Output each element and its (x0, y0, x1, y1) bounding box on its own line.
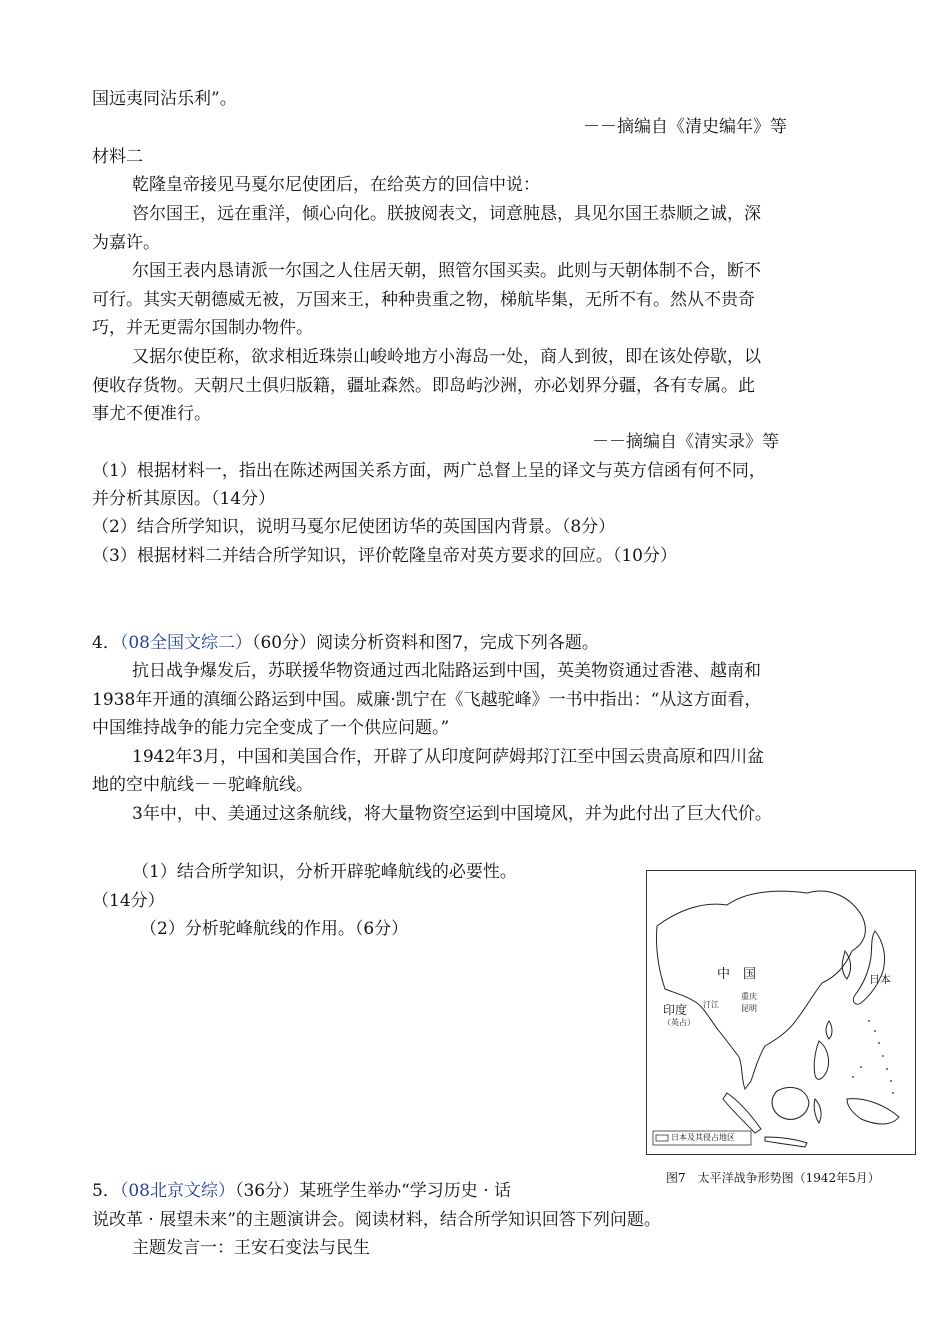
q3-sub1b: 并分析其原因。（14分） (92, 489, 276, 509)
q5-header (92, 1180, 511, 1202)
material2-intro: 乾隆皇帝接见马戛尔尼使团后，在给英方的回信中说： (132, 175, 540, 195)
q4-source-tag: （08全国文综二） (119, 633, 252, 653)
borneo (772, 1087, 809, 1119)
map-label-chongqing: 重庆 (741, 992, 757, 1001)
q3-sub3: （3）根据材料二并结合所学知识，评价乾隆皇帝对英方要求的回应。（10分） (92, 546, 677, 566)
pacific-war-map (646, 870, 916, 1155)
material1-tail: 国远夷同沾乐利”。 (92, 89, 237, 109)
map-drawing (647, 871, 914, 1153)
map-caption: 图7 太平洋战争形势图（1942年5月） (666, 1171, 880, 1185)
sumatra (723, 1093, 761, 1133)
q4-paragraph-2a: 1942年3月，中国和美国合作，开辟了从印度阿萨姆邦汀江至中国云贵高原和四川盆 (132, 747, 765, 767)
pacific-island-dots (852, 1020, 894, 1094)
material2-paragraph-3b: 便收存货物。天朝尺土俱归版籍，疆址森然。即岛屿沙洲，亦必划界分疆，各有专属。此 (92, 376, 755, 396)
q4-number: 4． (92, 633, 120, 653)
q4-paragraph-1b: 1938年开通的滇缅公路运到中国。威廉·凯宁在《飞越驼峰》一书中指出：“从这方面看， (92, 690, 762, 710)
material2-paragraph-2b: 可行。其实天朝德威无被，万国来王，种种贵重之物，梯航毕集，无所不有。然从不贵奇 (92, 290, 755, 310)
material2-source: －－摘编自《清实录》等 (592, 432, 779, 452)
material2-paragraph-2a: 尔国王表内恳请派一尔国之人住居天朝，照管尔国买卖。此则与天朝体制不合，断不 (132, 261, 761, 281)
material2-paragraph-3c: 事尤不便准行。 (92, 404, 211, 424)
q4-paragraph-1c: 中国维持战争的能力完全变成了一个供应问题。” (92, 718, 450, 738)
material1-source: －－摘编自《清史编年》等 (583, 117, 787, 137)
q5-intro-b: 说改革 · 展望未来”的主题演讲会。阅读材料，结合所学知识回答下列问题。 (92, 1210, 661, 1230)
map-legend-text: 日本及其侵占地区 (671, 1133, 735, 1142)
q4-sub1a: （1）结合所学知识，分析开辟驼峰航线的必要性。 (132, 862, 517, 882)
material2-paragraph-1b: 为嘉许。 (92, 233, 160, 253)
new-guinea (847, 1099, 899, 1124)
map-label-india: 印度 (663, 1003, 688, 1017)
material2-paragraph-1a: 咨尔国王，远在重洋，倾心向化。朕披阅表文，词意肫恳，具见尔国王恭顺之诚，深 (132, 204, 761, 224)
q3-sub1a: （1）根据材料一，指出在陈述两国关系方面，两广总督上呈的译文与英方信函有何不同， (92, 461, 766, 481)
sulawesi (814, 1099, 821, 1123)
q4-paragraph-1a: 抗日战争爆发后，苏联援华物资通过西北陆路运到中国，英美物资通过香港、越南和 (132, 661, 761, 681)
map-label-dingjiang: 汀江 (703, 1000, 719, 1009)
legend-swatch (656, 1135, 668, 1141)
map-label-china: 中 国 (717, 967, 757, 982)
q4-sub2: （2）分析驼峰航线的作用。（6分） (140, 919, 409, 939)
q5-intro-a: （36分）某班学生举办“学习历史 · 话 (234, 1181, 512, 1201)
q4-intro: （60分）阅读分析资料和图7，完成下列各题。 (251, 633, 599, 653)
material2-paragraph-2c: 巧，并无更需尔国制办物件。 (92, 318, 313, 338)
japan-islands (853, 931, 884, 1004)
q5-source-tag: （08北京文综） (119, 1181, 235, 1201)
java (765, 1137, 807, 1147)
q4-header (92, 632, 599, 654)
taiwan (826, 1021, 832, 1039)
q4-sub1b: （14分） (92, 891, 165, 911)
q4-paragraph-3: 3年中，中、美通过这条航线，将大量物资空运到中国境风，并为此付出了巨大代价。 (132, 804, 772, 824)
map-label-india-sub: （英占） (663, 1018, 695, 1027)
map-label-japan: 日本 (869, 973, 891, 986)
material2-title: 材料二 (92, 147, 143, 167)
q3-sub2: （2）结合所学知识，说明马戛尔尼使团访华的英国国内背景。（8分） (92, 517, 616, 537)
q5-theme-1: 主题发言一：王安石变法与民生 (132, 1238, 370, 1258)
q5-number: 5． (92, 1181, 120, 1201)
material2-paragraph-3a: 又据尔使臣称，欲求相近珠崇山峻岭地方小海岛一处，商人到彼，即在该处停歇，以 (132, 347, 761, 367)
philippines (814, 1041, 828, 1079)
mainland-coastline (656, 891, 865, 1089)
map-label-kunming: 昆明 (741, 1004, 757, 1013)
q4-paragraph-2b: 地的空中航线－－驼峰航线。 (92, 775, 313, 795)
